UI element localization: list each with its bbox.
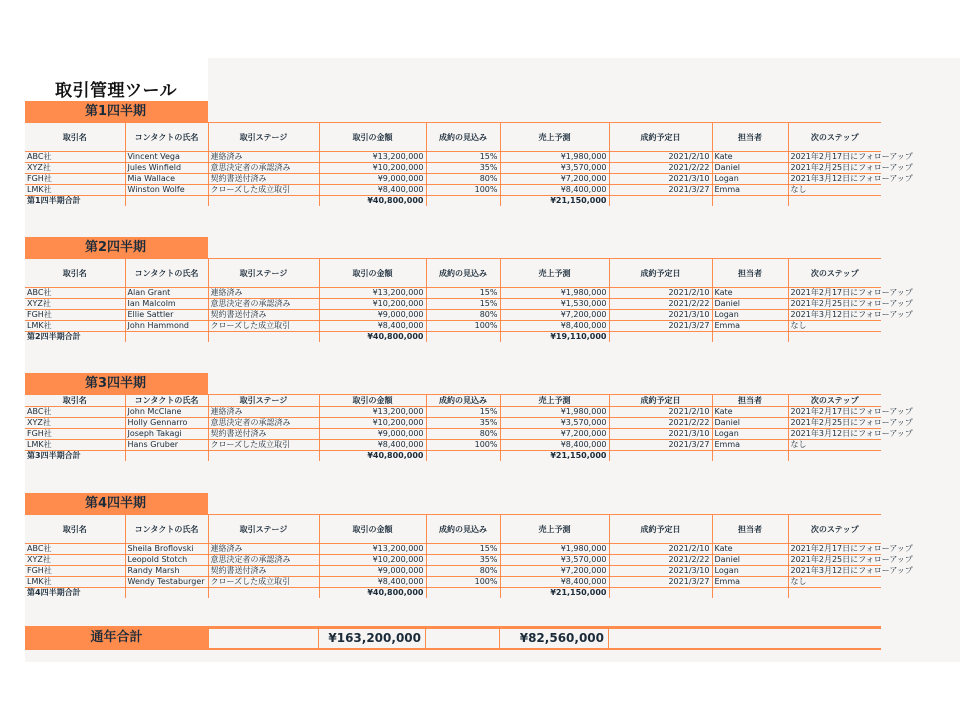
column-header: 担当者 bbox=[712, 123, 788, 152]
table-cell[interactable]: なし bbox=[788, 440, 881, 451]
table-cell[interactable]: ¥1,530,000 bbox=[500, 299, 609, 310]
deals-table bbox=[25, 514, 913, 598]
table-cell[interactable]: 35% bbox=[426, 418, 500, 429]
column-header: 取引名 bbox=[25, 395, 125, 407]
table-row bbox=[25, 288, 881, 299]
table-cell[interactable]: ¥10,200,000 bbox=[319, 299, 426, 310]
table-cell[interactable]: ¥9,000,000 bbox=[319, 174, 426, 185]
table-cell[interactable]: 100% bbox=[426, 185, 500, 196]
table-row bbox=[25, 429, 881, 440]
table-cell[interactable]: ¥9,000,000 bbox=[319, 429, 426, 440]
table-cell[interactable]: Alan Grant bbox=[125, 288, 208, 299]
table-cell[interactable]: ¥8,400,000 bbox=[319, 321, 426, 332]
table-cell[interactable]: 15% bbox=[426, 152, 500, 163]
table-cell[interactable]: Joseph Takagi bbox=[125, 429, 208, 440]
table-cell[interactable]: 2021年2月25日にフォローアップ bbox=[788, 299, 881, 310]
quarter-title: 第3四半期 bbox=[25, 373, 208, 394]
table-row bbox=[25, 152, 881, 163]
table-header-row bbox=[25, 395, 881, 407]
table-cell bbox=[609, 196, 712, 207]
table-cell[interactable]: 35% bbox=[426, 163, 500, 174]
table-row bbox=[25, 174, 881, 185]
table-cell[interactable]: FGH社 bbox=[25, 174, 125, 185]
table-cell[interactable]: 35% bbox=[426, 555, 500, 566]
table-cell[interactable]: 2021年2月25日にフォローアップ bbox=[788, 555, 881, 566]
table-cell[interactable]: ABC社 bbox=[25, 152, 125, 163]
column-header: 担当者 bbox=[712, 395, 788, 407]
table-cell[interactable]: 契約書送付済み bbox=[208, 310, 319, 321]
quarter-total-row bbox=[25, 588, 881, 599]
table-row bbox=[25, 544, 881, 555]
annual-total-amount: ¥163,200,000 bbox=[318, 629, 425, 648]
quarter-total-forecast: ¥21,150,000 bbox=[500, 588, 609, 599]
table-cell[interactable]: 2021/3/10 bbox=[609, 429, 712, 440]
table-cell[interactable]: 連絡済み bbox=[208, 288, 319, 299]
column-header: 次のステップ bbox=[788, 515, 881, 544]
quarter-total-amount: ¥40,800,000 bbox=[319, 196, 426, 207]
table-cell[interactable]: Daniel bbox=[712, 555, 788, 566]
table-cell[interactable]: XYZ社 bbox=[25, 555, 125, 566]
table-cell[interactable]: 意思決定者の承認済み bbox=[208, 555, 319, 566]
table-cell[interactable]: Holly Gennarro bbox=[125, 418, 208, 429]
table-cell[interactable]: 2021年2月17日にフォローアップ bbox=[788, 544, 881, 555]
annual-total-empty-cell bbox=[208, 629, 318, 648]
quarter-total-amount: ¥40,800,000 bbox=[319, 588, 426, 599]
table-cell[interactable]: 2021/3/27 bbox=[609, 577, 712, 588]
table-cell[interactable]: ¥8,400,000 bbox=[319, 440, 426, 451]
table-cell[interactable]: ¥8,400,000 bbox=[500, 185, 609, 196]
table-cell[interactable]: 2021年3月12日にフォローアップ bbox=[788, 429, 881, 440]
table-cell[interactable]: ¥7,200,000 bbox=[500, 429, 609, 440]
table-cell bbox=[712, 332, 788, 343]
table-cell[interactable]: ¥1,980,000 bbox=[500, 288, 609, 299]
table-cell[interactable]: Vincent Vega bbox=[125, 152, 208, 163]
quarter-total-amount: ¥40,800,000 bbox=[319, 332, 426, 343]
column-header: 次のステップ bbox=[788, 395, 881, 407]
quarter-title: 第4四半期 bbox=[25, 493, 208, 514]
table-cell[interactable]: FGH社 bbox=[25, 310, 125, 321]
table-cell bbox=[609, 588, 712, 599]
deals-table bbox=[25, 258, 913, 342]
table-cell[interactable]: Randy Marsh bbox=[125, 566, 208, 577]
column-header: コンタクトの氏名 bbox=[125, 259, 208, 288]
table-cell[interactable]: Logan bbox=[712, 310, 788, 321]
table-cell[interactable]: 100% bbox=[426, 440, 500, 451]
table-cell bbox=[788, 588, 881, 599]
column-header: 売上予測 bbox=[500, 123, 609, 152]
column-header: 売上予測 bbox=[500, 515, 609, 544]
table-cell[interactable]: Daniel bbox=[712, 299, 788, 310]
table-cell[interactable]: 2021年2月25日にフォローアップ bbox=[788, 163, 881, 174]
table-cell[interactable]: ¥3,570,000 bbox=[500, 163, 609, 174]
table-cell[interactable]: 80% bbox=[426, 429, 500, 440]
quarter-total-row bbox=[25, 332, 881, 343]
table-cell bbox=[712, 196, 788, 207]
table-cell[interactable]: 2021/3/10 bbox=[609, 310, 712, 321]
column-header: 担当者 bbox=[712, 259, 788, 288]
table-cell[interactable]: ¥8,400,000 bbox=[500, 577, 609, 588]
column-header: コンタクトの氏名 bbox=[125, 123, 208, 152]
table-cell[interactable]: ¥9,000,000 bbox=[319, 310, 426, 321]
annual-total-label: 通年合計 bbox=[25, 626, 208, 650]
table-cell[interactable]: 2021/3/27 bbox=[609, 440, 712, 451]
table-cell[interactable]: 2021/2/22 bbox=[609, 299, 712, 310]
table-cell[interactable]: 2021/2/22 bbox=[609, 163, 712, 174]
quarter-total-row bbox=[25, 451, 881, 462]
table-cell[interactable]: Winston Wolfe bbox=[125, 185, 208, 196]
table-cell[interactable]: Leopold Stotch bbox=[125, 555, 208, 566]
column-header: 取引ステージ bbox=[208, 123, 319, 152]
quarter-total-label: 第1四半期合計 bbox=[27, 196, 81, 205]
table-cell[interactable]: Emma bbox=[712, 321, 788, 332]
table-cell[interactable]: 2021/2/22 bbox=[609, 555, 712, 566]
table-cell[interactable]: 2021年2月25日にフォローアップ bbox=[788, 418, 881, 429]
annual-total-border-bottom bbox=[208, 648, 881, 650]
table-cell[interactable]: 意思決定者の承認済み bbox=[208, 299, 319, 310]
table-cell[interactable]: ¥1,980,000 bbox=[500, 544, 609, 555]
table-cell[interactable]: 契約書送付済み bbox=[208, 429, 319, 440]
table-cell[interactable]: ¥8,400,000 bbox=[500, 321, 609, 332]
table-cell bbox=[208, 588, 319, 599]
table-cell bbox=[788, 451, 881, 462]
table-cell[interactable]: 2021年3月12日にフォローアップ bbox=[788, 566, 881, 577]
table-cell[interactable]: XYZ社 bbox=[25, 299, 125, 310]
table-cell[interactable]: LMK社 bbox=[25, 321, 125, 332]
table-cell bbox=[426, 196, 500, 207]
table-row bbox=[25, 321, 881, 332]
table-cell[interactable]: LMK社 bbox=[25, 440, 125, 451]
table-cell[interactable]: ¥13,200,000 bbox=[319, 288, 426, 299]
spreadsheet bbox=[25, 58, 960, 662]
table-cell[interactable]: Emma bbox=[712, 577, 788, 588]
table-cell[interactable]: ¥10,200,000 bbox=[319, 418, 426, 429]
column-header: 取引の金額 bbox=[319, 123, 426, 152]
column-header: 取引名 bbox=[25, 123, 125, 152]
table-row bbox=[25, 185, 881, 196]
column-header: 成約の見込み bbox=[426, 515, 500, 544]
table-cell[interactable]: 80% bbox=[426, 174, 500, 185]
table-row bbox=[25, 577, 881, 588]
table-cell[interactable]: ¥9,000,000 bbox=[319, 566, 426, 577]
table-cell[interactable]: ¥13,200,000 bbox=[319, 544, 426, 555]
table-cell[interactable]: John McClane bbox=[125, 407, 208, 418]
table-cell[interactable]: なし bbox=[788, 321, 881, 332]
table-row bbox=[25, 555, 881, 566]
deals-table bbox=[25, 122, 913, 206]
table-cell[interactable]: 連絡済み bbox=[208, 407, 319, 418]
column-header: 次のステップ bbox=[788, 259, 881, 288]
table-cell[interactable]: Logan bbox=[712, 566, 788, 577]
column-header: 担当者 bbox=[712, 515, 788, 544]
table-cell bbox=[125, 451, 208, 462]
table-cell[interactable]: 2021/2/10 bbox=[609, 407, 712, 418]
table-cell[interactable]: クローズした成立取引 bbox=[208, 321, 319, 332]
column-header: コンタクトの氏名 bbox=[125, 515, 208, 544]
table-cell[interactable]: ¥7,200,000 bbox=[500, 310, 609, 321]
quarter-total-forecast: ¥19,110,000 bbox=[500, 332, 609, 343]
table-cell bbox=[712, 451, 788, 462]
table-cell[interactable]: LMK社 bbox=[25, 577, 125, 588]
table-cell[interactable]: ¥8,400,000 bbox=[500, 440, 609, 451]
table-cell[interactable]: XYZ社 bbox=[25, 418, 125, 429]
table-cell[interactable]: ABC社 bbox=[25, 544, 125, 555]
table-row bbox=[25, 566, 881, 577]
table-cell bbox=[426, 588, 500, 599]
annual-total-empty-cell bbox=[425, 629, 499, 648]
annual-total-row bbox=[25, 626, 881, 650]
annual-total-empty-cell bbox=[608, 629, 881, 648]
table-cell[interactable]: Kate bbox=[712, 288, 788, 299]
table-cell[interactable]: クローズした成立取引 bbox=[208, 577, 319, 588]
table-cell[interactable]: なし bbox=[788, 185, 881, 196]
quarter-total-label: 第4四半期合計 bbox=[27, 588, 81, 597]
column-header: 成約予定日 bbox=[609, 515, 712, 544]
table-cell[interactable]: 2021年3月12日にフォローアップ bbox=[788, 310, 881, 321]
table-cell bbox=[426, 451, 500, 462]
column-header: 取引の金額 bbox=[319, 515, 426, 544]
column-header: 取引ステージ bbox=[208, 395, 319, 407]
table-cell[interactable]: John Hammond bbox=[125, 321, 208, 332]
column-header: 取引名 bbox=[25, 515, 125, 544]
annual-total-forecast: ¥82,560,000 bbox=[499, 629, 608, 648]
table-cell[interactable]: ¥10,200,000 bbox=[319, 555, 426, 566]
quarter-total-label: 第3四半期合計 bbox=[27, 451, 81, 460]
column-header: 成約の見込み bbox=[426, 395, 500, 407]
table-cell bbox=[208, 196, 319, 207]
table-cell[interactable]: XYZ社 bbox=[25, 163, 125, 174]
table-cell[interactable]: 2021年2月17日にフォローアップ bbox=[788, 152, 881, 163]
table-row bbox=[25, 407, 881, 418]
table-cell[interactable]: 80% bbox=[426, 310, 500, 321]
deals-table bbox=[25, 394, 913, 461]
table-cell[interactable]: ¥8,400,000 bbox=[319, 577, 426, 588]
table-cell bbox=[208, 332, 319, 343]
table-cell[interactable]: 契約書送付済み bbox=[208, 566, 319, 577]
column-header: 売上予測 bbox=[500, 395, 609, 407]
quarter-total-forecast: ¥21,150,000 bbox=[500, 196, 609, 207]
table-cell[interactable]: ¥1,980,000 bbox=[500, 407, 609, 418]
table-cell[interactable]: 15% bbox=[426, 544, 500, 555]
table-cell[interactable]: 2021/2/10 bbox=[609, 544, 712, 555]
table-cell bbox=[788, 332, 881, 343]
table-cell[interactable]: 2021/2/22 bbox=[609, 418, 712, 429]
table-cell[interactable]: Logan bbox=[712, 174, 788, 185]
table-cell bbox=[788, 196, 881, 207]
table-cell[interactable]: Kate bbox=[712, 544, 788, 555]
table-cell[interactable]: Kate bbox=[712, 152, 788, 163]
table-cell[interactable]: 15% bbox=[426, 288, 500, 299]
table-cell[interactable]: Daniel bbox=[712, 418, 788, 429]
table-cell[interactable]: Mia Wallace bbox=[125, 174, 208, 185]
table-cell bbox=[125, 588, 208, 599]
table-cell[interactable]: Hans Gruber bbox=[125, 440, 208, 451]
table-cell[interactable]: FGH社 bbox=[25, 566, 125, 577]
table-row bbox=[25, 440, 881, 451]
table-cell[interactable]: 2021年2月17日にフォローアップ bbox=[788, 407, 881, 418]
column-header: 取引ステージ bbox=[208, 259, 319, 288]
table-cell[interactable]: FGH社 bbox=[25, 429, 125, 440]
table-cell[interactable]: 契約書送付済み bbox=[208, 174, 319, 185]
column-header: 次のステップ bbox=[788, 123, 881, 152]
table-cell[interactable]: ¥3,570,000 bbox=[500, 418, 609, 429]
table-cell[interactable]: 2021/2/10 bbox=[609, 152, 712, 163]
column-header: 成約予定日 bbox=[609, 123, 712, 152]
table-cell[interactable]: ¥7,200,000 bbox=[500, 566, 609, 577]
table-cell[interactable]: 意思決定者の承認済み bbox=[208, 418, 319, 429]
column-header: コンタクトの氏名 bbox=[125, 395, 208, 407]
table-cell[interactable]: ¥7,200,000 bbox=[500, 174, 609, 185]
table-row bbox=[25, 163, 881, 174]
table-cell[interactable]: ¥13,200,000 bbox=[319, 407, 426, 418]
table-cell[interactable]: LMK社 bbox=[25, 185, 125, 196]
table-cell[interactable]: Emma bbox=[712, 440, 788, 451]
quarter-title: 第1四半期 bbox=[25, 101, 208, 122]
table-cell bbox=[609, 332, 712, 343]
table-cell[interactable]: 80% bbox=[426, 566, 500, 577]
column-header: 取引の金額 bbox=[319, 259, 426, 288]
table-cell[interactable]: Daniel bbox=[712, 163, 788, 174]
table-cell[interactable]: 2021年2月17日にフォローアップ bbox=[788, 288, 881, 299]
table-cell[interactable]: なし bbox=[788, 577, 881, 588]
table-cell[interactable]: Ian Malcolm bbox=[125, 299, 208, 310]
table-cell[interactable]: ¥3,570,000 bbox=[500, 555, 609, 566]
table-cell[interactable]: Logan bbox=[712, 429, 788, 440]
table-cell[interactable]: 意思決定者の承認済み bbox=[208, 163, 319, 174]
table-header-row bbox=[25, 259, 881, 288]
table-cell[interactable]: クローズした成立取引 bbox=[208, 185, 319, 196]
column-header: 取引名 bbox=[25, 259, 125, 288]
table-cell[interactable]: ¥1,980,000 bbox=[500, 152, 609, 163]
table-cell bbox=[208, 451, 319, 462]
table-cell bbox=[125, 196, 208, 207]
table-cell[interactable]: 2021/3/27 bbox=[609, 185, 712, 196]
table-cell[interactable]: Wendy Testaburger bbox=[125, 577, 208, 588]
column-header: 成約予定日 bbox=[609, 395, 712, 407]
table-cell[interactable]: ABC社 bbox=[25, 407, 125, 418]
table-cell[interactable]: Sheila Broflovski bbox=[125, 544, 208, 555]
column-header: 売上予測 bbox=[500, 259, 609, 288]
column-header: 成約の見込み bbox=[426, 259, 500, 288]
table-cell bbox=[712, 588, 788, 599]
quarter-total-label: 第2四半期合計 bbox=[27, 332, 81, 341]
table-cell[interactable]: クローズした成立取引 bbox=[208, 440, 319, 451]
table-row bbox=[25, 418, 881, 429]
table-cell[interactable]: 連絡済み bbox=[208, 544, 319, 555]
table-cell bbox=[609, 451, 712, 462]
table-cell[interactable]: Emma bbox=[712, 185, 788, 196]
table-cell[interactable]: 100% bbox=[426, 321, 500, 332]
table-cell[interactable]: 2021年3月12日にフォローアップ bbox=[788, 174, 881, 185]
table-cell[interactable]: ¥8,400,000 bbox=[319, 185, 426, 196]
table-cell[interactable]: Jules Winfield bbox=[125, 163, 208, 174]
table-cell[interactable]: 連絡済み bbox=[208, 152, 319, 163]
table-cell[interactable]: 100% bbox=[426, 577, 500, 588]
table-cell[interactable]: 15% bbox=[426, 407, 500, 418]
table-cell[interactable]: ABC社 bbox=[25, 288, 125, 299]
quarter-title: 第2四半期 bbox=[25, 237, 208, 258]
table-cell[interactable]: ¥10,200,000 bbox=[319, 163, 426, 174]
table-header-row bbox=[25, 123, 881, 152]
table-cell[interactable]: 2021/3/27 bbox=[609, 321, 712, 332]
table-cell[interactable]: 2021/3/10 bbox=[609, 174, 712, 185]
table-row bbox=[25, 310, 881, 321]
quarter-total-amount: ¥40,800,000 bbox=[319, 451, 426, 462]
table-cell[interactable]: 15% bbox=[426, 299, 500, 310]
page-title: 取引管理ツール bbox=[55, 81, 178, 101]
column-header: 取引の金額 bbox=[319, 395, 426, 407]
table-row bbox=[25, 299, 881, 310]
table-cell[interactable]: 2021/3/10 bbox=[609, 566, 712, 577]
column-header: 成約の見込み bbox=[426, 123, 500, 152]
column-header: 成約予定日 bbox=[609, 259, 712, 288]
table-cell[interactable]: Ellie Sattler bbox=[125, 310, 208, 321]
table-cell bbox=[426, 332, 500, 343]
quarter-total-forecast: ¥21,150,000 bbox=[500, 451, 609, 462]
quarter-total-row bbox=[25, 196, 881, 207]
table-cell[interactable]: 2021/2/10 bbox=[609, 288, 712, 299]
table-header-row bbox=[25, 515, 881, 544]
table-cell[interactable]: Kate bbox=[712, 407, 788, 418]
table-cell[interactable]: ¥13,200,000 bbox=[319, 152, 426, 163]
column-header: 取引ステージ bbox=[208, 515, 319, 544]
table-cell bbox=[125, 332, 208, 343]
